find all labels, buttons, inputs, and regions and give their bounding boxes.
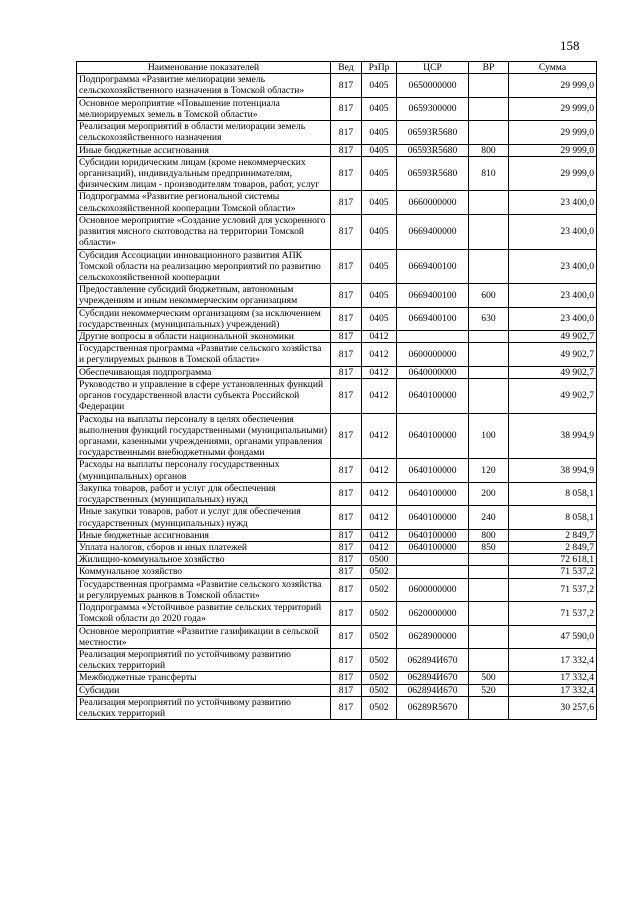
table-row (77, 378, 597, 413)
row-vr: 100 (469, 413, 509, 459)
row-rzpr: 0412 (362, 343, 397, 366)
row-amount: 17 332,4 (509, 684, 597, 696)
row-rzpr: 0502 (362, 672, 397, 684)
row-name: Межбюджетные трансферты (77, 672, 331, 684)
row-name: Иные бюджетные ассигнования (77, 529, 331, 541)
row-vr: 120 (469, 459, 509, 482)
row-amount: 71 537,2 (509, 566, 597, 578)
row-amount: 71 537,2 (509, 578, 597, 601)
row-name: Иные бюджетные ассигнования (77, 144, 331, 156)
table-row (77, 366, 597, 378)
table-row (77, 121, 597, 144)
row-amount: 49 902,7 (509, 378, 597, 413)
row-ved: 817 (331, 74, 362, 97)
row-amount: 23 400,0 (509, 191, 597, 214)
row-vr (469, 214, 509, 249)
row-ved: 817 (331, 459, 362, 482)
row-vr (469, 378, 509, 413)
row-name: Субсидия Ассоциации инновационного развития АПК Томской области на реализацию мероприятий по развитию сельскохозяйственной кооперации (77, 249, 331, 284)
row-csr: 0669400100 (397, 249, 469, 284)
table-row (77, 459, 597, 482)
row-rzpr: 0412 (362, 366, 397, 378)
row-amount: 8 058,1 (509, 506, 597, 529)
row-ved: 817 (331, 97, 362, 120)
table-row (77, 331, 597, 343)
row-vr: 850 (469, 541, 509, 553)
row-name: Иные закупки товаров, работ и услуг для обеспечения государственных (муниципальных) нужд (77, 506, 331, 529)
row-rzpr: 0500 (362, 554, 397, 566)
row-rzpr: 0405 (362, 191, 397, 214)
row-rzpr: 0405 (362, 307, 397, 330)
row-ved: 817 (331, 366, 362, 378)
row-csr: 062894И670 (397, 672, 469, 684)
row-amount: 23 400,0 (509, 249, 597, 284)
row-name: Уплата налогов, сборов и иных платежей (77, 541, 331, 553)
row-amount: 38 994,9 (509, 459, 597, 482)
row-name: Руководство и управление в сфере установленных функций органов государственной власти субъекта Российской Федерации (77, 378, 331, 413)
row-vr: 800 (469, 529, 509, 541)
header-amount: Сумма (509, 62, 597, 74)
row-vr: 810 (469, 156, 509, 191)
row-name: Жилищно-коммунальное хозяйство (77, 554, 331, 566)
row-amount: 47 590,0 (509, 625, 597, 648)
row-rzpr: 0502 (362, 696, 397, 719)
row-ved: 817 (331, 191, 362, 214)
row-vr (469, 121, 509, 144)
row-csr (397, 331, 469, 343)
row-ved: 817 (331, 602, 362, 625)
row-amount: 29 999,0 (509, 74, 597, 97)
row-vr (469, 74, 509, 97)
row-amount: 38 994,9 (509, 413, 597, 459)
row-rzpr: 0412 (362, 413, 397, 459)
table-row (77, 191, 597, 214)
row-vr (469, 554, 509, 566)
table-row (77, 625, 597, 648)
table-row (77, 74, 597, 97)
row-amount: 2 849,7 (509, 541, 597, 553)
row-name: Основное мероприятие «Создание условий для ускоренного развития мясного скотоводства на территории Томской области» (77, 214, 331, 249)
row-name: Субсидии (77, 684, 331, 696)
row-amount: 8 058,1 (509, 482, 597, 505)
row-vr (469, 191, 509, 214)
row-name: Закупка товаров, работ и услуг для обеспечения государственных (муниципальных) нужд (77, 482, 331, 505)
row-vr: 600 (469, 284, 509, 307)
row-rzpr: 0412 (362, 529, 397, 541)
table-row (77, 144, 597, 156)
row-rzpr: 0412 (362, 331, 397, 343)
row-name: Предоставление субсидий бюджетным, автономным учреждениям и иным некоммерческим организациям (77, 284, 331, 307)
row-vr (469, 343, 509, 366)
row-name: Расходы на выплаты персоналу в целях обеспечения выполнения функций государственными (муниципальными) органами, казенными учреждениями, органами управления государственными внебюджетными фондами (77, 413, 331, 459)
row-vr: 520 (469, 684, 509, 696)
table-row (77, 672, 597, 684)
row-amount: 29 999,0 (509, 121, 597, 144)
row-amount: 2 849,7 (509, 529, 597, 541)
row-amount: 17 332,4 (509, 648, 597, 671)
table-row (77, 343, 597, 366)
row-rzpr: 0405 (362, 144, 397, 156)
row-name: Подпрограмма «Устойчивое развитие сельских территорий Томской области до 2020 года» (77, 602, 331, 625)
row-vr (469, 648, 509, 671)
row-csr: 06593R5680 (397, 156, 469, 191)
row-rzpr: 0502 (362, 648, 397, 671)
row-csr: 062894И670 (397, 648, 469, 671)
row-csr: 0640100000 (397, 482, 469, 505)
row-rzpr: 0405 (362, 156, 397, 191)
row-vr (469, 602, 509, 625)
table-row (77, 214, 597, 249)
table-row (77, 413, 597, 459)
row-csr: 06289R5670 (397, 696, 469, 719)
row-ved: 817 (331, 214, 362, 249)
row-csr: 0669400100 (397, 307, 469, 330)
row-ved: 817 (331, 121, 362, 144)
row-csr: 0600000000 (397, 343, 469, 366)
header-csr: ЦСР (397, 62, 469, 74)
row-csr: 0640100000 (397, 541, 469, 553)
row-rzpr: 0502 (362, 602, 397, 625)
header-ved: Вед (331, 62, 362, 74)
row-ved: 817 (331, 413, 362, 459)
row-vr: 500 (469, 672, 509, 684)
row-name: Реализация мероприятий по устойчивому развитию сельских территорий (77, 696, 331, 719)
row-rzpr: 0412 (362, 459, 397, 482)
row-name: Государственная программа «Развитие сельского хозяйства и регулируемых рынков в Томской области» (77, 578, 331, 601)
row-name: Реализация мероприятий по устойчивому развитию сельских территорий (77, 648, 331, 671)
row-vr: 630 (469, 307, 509, 330)
row-csr: 0659300000 (397, 97, 469, 120)
row-ved: 817 (331, 331, 362, 343)
row-ved: 817 (331, 672, 362, 684)
row-vr (469, 97, 509, 120)
row-csr: 062894И670 (397, 684, 469, 696)
row-name: Субсидии некоммерческим организациям (за исключением государственных (муниципальных) учреждений) (77, 307, 331, 330)
table-row (77, 97, 597, 120)
row-name: Основное мероприятие «Развитие газификации в сельской местности» (77, 625, 331, 648)
table-row (77, 602, 597, 625)
row-amount: 49 902,7 (509, 343, 597, 366)
row-csr: 0650000000 (397, 74, 469, 97)
row-rzpr: 0502 (362, 566, 397, 578)
header-vr: ВР (469, 62, 509, 74)
row-ved: 817 (331, 578, 362, 601)
row-ved: 817 (331, 307, 362, 330)
row-rzpr: 0412 (362, 482, 397, 505)
row-ved: 817 (331, 482, 362, 505)
row-vr (469, 625, 509, 648)
row-csr: 0669400000 (397, 214, 469, 249)
row-vr: 240 (469, 506, 509, 529)
row-csr: 0640100000 (397, 459, 469, 482)
row-csr (397, 566, 469, 578)
row-amount: 49 902,7 (509, 366, 597, 378)
table-row (77, 156, 597, 191)
row-ved: 817 (331, 696, 362, 719)
row-csr: 06593R5680 (397, 121, 469, 144)
row-csr: 0669400100 (397, 284, 469, 307)
row-csr: 06593R5680 (397, 144, 469, 156)
table-row (77, 307, 597, 330)
table-row (77, 284, 597, 307)
row-csr: 0640000000 (397, 366, 469, 378)
row-csr: 0640100000 (397, 378, 469, 413)
row-ved: 817 (331, 284, 362, 307)
row-name: Государственная программа «Развитие сельского хозяйства и регулируемых рынков в Томской области» (77, 343, 331, 366)
table-row (77, 648, 597, 671)
table-row (77, 554, 597, 566)
row-name: Реализация мероприятий в области мелиорации земель сельскохозяйственного назначения (77, 121, 331, 144)
row-ved: 817 (331, 566, 362, 578)
row-amount: 29 999,0 (509, 97, 597, 120)
row-ved: 817 (331, 249, 362, 284)
row-ved: 817 (331, 529, 362, 541)
row-name: Расходы на выплаты персоналу государственных (муниципальных) органов (77, 459, 331, 482)
row-csr: 0628900000 (397, 625, 469, 648)
row-name: Подпрограмма «Развитие мелиорации земель сельскохозяйственного назначения в Томской области» (77, 74, 331, 97)
row-amount: 29 999,0 (509, 144, 597, 156)
row-rzpr: 0412 (362, 378, 397, 413)
row-rzpr: 0412 (362, 506, 397, 529)
row-rzpr: 0502 (362, 578, 397, 601)
row-rzpr: 0405 (362, 74, 397, 97)
row-rzpr: 0412 (362, 541, 397, 553)
row-ved: 817 (331, 554, 362, 566)
row-name: Основное мероприятие «Повышение потенциала мелиорируемых земель в Томской области» (77, 97, 331, 120)
row-amount: 23 400,0 (509, 307, 597, 330)
header-name: Наименование показателей (77, 62, 331, 74)
row-ved: 817 (331, 625, 362, 648)
row-vr: 200 (469, 482, 509, 505)
row-amount: 23 400,0 (509, 284, 597, 307)
row-vr (469, 331, 509, 343)
table-row (77, 529, 597, 541)
table-row (77, 506, 597, 529)
header-rzpr: РзПр (362, 62, 397, 74)
row-rzpr: 0405 (362, 284, 397, 307)
budget-table (76, 61, 597, 720)
table-row (77, 482, 597, 505)
row-rzpr: 0405 (362, 214, 397, 249)
row-amount: 49 902,7 (509, 331, 597, 343)
row-csr: 0660000000 (397, 191, 469, 214)
row-amount: 29 999,0 (509, 156, 597, 191)
row-csr (397, 554, 469, 566)
row-rzpr: 0405 (362, 97, 397, 120)
table-row (77, 578, 597, 601)
row-ved: 817 (331, 648, 362, 671)
row-vr (469, 696, 509, 719)
row-amount: 72 618,1 (509, 554, 597, 566)
row-rzpr: 0502 (362, 625, 397, 648)
row-rzpr: 0405 (362, 121, 397, 144)
row-vr (469, 566, 509, 578)
row-ved: 817 (331, 684, 362, 696)
row-name: Другие вопросы в области национальной экономики (77, 331, 331, 343)
table-row (77, 684, 597, 696)
row-csr: 0640100000 (397, 413, 469, 459)
table-row (77, 696, 597, 719)
row-ved: 817 (331, 378, 362, 413)
row-ved: 817 (331, 343, 362, 366)
row-rzpr: 0405 (362, 249, 397, 284)
page-number: 158 (560, 38, 580, 53)
row-amount: 17 332,4 (509, 672, 597, 684)
row-ved: 817 (331, 506, 362, 529)
table-row (77, 566, 597, 578)
row-vr (469, 249, 509, 284)
row-csr: 0620000000 (397, 602, 469, 625)
row-amount: 23 400,0 (509, 214, 597, 249)
row-amount: 30 257,6 (509, 696, 597, 719)
row-vr: 800 (469, 144, 509, 156)
row-ved: 817 (331, 541, 362, 553)
table-row (77, 249, 597, 284)
row-amount: 71 537,2 (509, 602, 597, 625)
row-name: Субсидии юридическим лицам (кроме некоммерческих организаций), индивидуальным предпринимателям, физическим лицам - производителям товаров, работ, услуг (77, 156, 331, 191)
row-csr: 0640100000 (397, 506, 469, 529)
row-vr (469, 366, 509, 378)
row-name: Коммунальное хозяйство (77, 566, 331, 578)
row-name: Подпрограмма «Развитие региональной системы сельскохозяйственной кооперации Томской области» (77, 191, 331, 214)
row-csr: 0640100000 (397, 529, 469, 541)
table-row (77, 541, 597, 553)
row-ved: 817 (331, 156, 362, 191)
row-name: Обеспечивающая подпрограмма (77, 366, 331, 378)
row-vr (469, 578, 509, 601)
row-ved: 817 (331, 144, 362, 156)
row-rzpr: 0502 (362, 684, 397, 696)
table-header-row (77, 62, 597, 74)
row-csr: 0600000000 (397, 578, 469, 601)
